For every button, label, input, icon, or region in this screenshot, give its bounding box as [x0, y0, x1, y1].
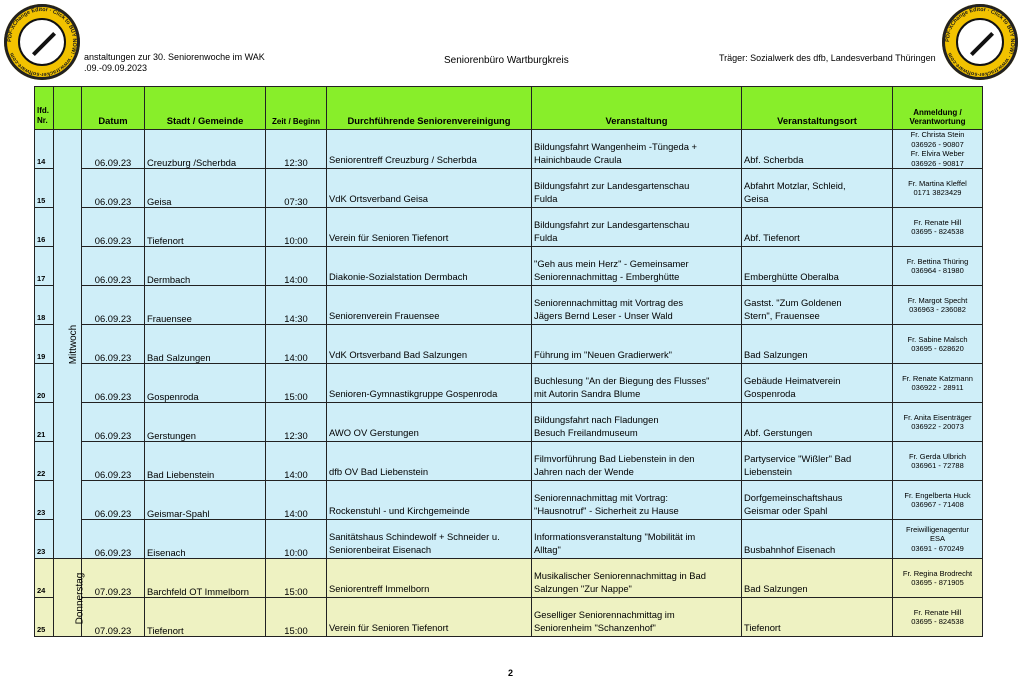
cell-ort-line2: Tiefenort [744, 622, 781, 633]
col-header-anmeldung-line1: Anmeldung / [913, 108, 962, 117]
col-header-zeit: Zeit / Beginn [266, 87, 327, 130]
table-row [35, 364, 983, 403]
cell-ort [742, 598, 893, 637]
cell-anmeldung-line: Fr. Christa Stein [910, 130, 965, 139]
cell-anmeldung-line: Fr. Martina Kleffel [908, 178, 967, 188]
cell-stadt: Geisa [145, 169, 266, 208]
cell-veranstaltung-line1: Informationsveranstaltung "Mobilität im [534, 531, 696, 542]
cell-veranstaltung [532, 130, 742, 169]
cell-veranstaltung-line2: Jahren nach der Wende [534, 466, 634, 477]
cell-anmeldung-line: 036926 - 90817 [911, 158, 964, 168]
cell-ort [742, 130, 893, 169]
cell-anmeldung-line: 036964 - 81980 [911, 266, 964, 275]
cell-ort [742, 520, 893, 559]
cell-anmeldung-line: Fr. Gerda Ulbrich [908, 451, 967, 461]
cell-veranstaltung-line1: Bildungsfahrt nach Fladungen [534, 414, 659, 425]
cell-stadt: Gospenroda [145, 364, 266, 403]
day-label-text: Donnerstag [74, 572, 86, 624]
cell-anmeldung-line: 03691 - 670249 [911, 543, 964, 553]
cell-verein-line1: VdK Ortsverband Bad Salzungen [329, 349, 468, 360]
table-row [35, 286, 983, 325]
table-row [35, 247, 983, 286]
cell-veranstaltung-line2: Salzungen "Zur Nappe" [534, 583, 632, 594]
col-header-veranstaltung: Veranstaltung [532, 87, 742, 130]
cell-ort-line2: Stern", Frauensee [744, 310, 820, 321]
cell-ort [742, 364, 893, 403]
cell-anmeldung [893, 481, 983, 520]
cell-ort-line2: Gospenroda [744, 388, 796, 399]
row-number: 23 [35, 520, 54, 559]
cell-anmeldung [893, 520, 983, 559]
cell-anmeldung-line: Freiwilligenagentur [906, 524, 969, 534]
table-row [35, 403, 983, 442]
cell-veranstaltung-line1: Seniorennachmittag mit Vortrag des [534, 297, 684, 308]
cell-anmeldung-line: Fr. Bettina Thüring [906, 256, 969, 266]
col-header-verein: Durchführende Seniorenvereinigung [327, 87, 532, 130]
cell-verein [327, 481, 532, 520]
cell-anmeldung [893, 364, 983, 403]
svg-text:PDF-XChange Editor · Click to: PDF-XChange Editor · Click to BUY NOW! · www.tracker-software.com [944, 6, 1016, 78]
cell-zeit: 15:00 [266, 598, 327, 637]
cell-anmeldung [893, 169, 983, 208]
col-header-day [54, 87, 82, 130]
table-row [35, 442, 983, 481]
cell-stadt: Frauensee [145, 286, 266, 325]
cell-datum: 06.09.23 [82, 481, 145, 520]
cell-veranstaltung [532, 520, 742, 559]
cell-ort [742, 442, 893, 481]
cell-verein [327, 364, 532, 403]
cell-datum: 06.09.23 [82, 442, 145, 481]
cell-stadt: Barchfeld OT Immelborn [145, 559, 266, 598]
cell-verein-line1: Seniorentreff Immelborn [329, 583, 430, 594]
cell-veranstaltung [532, 364, 742, 403]
cell-ort-line1: Gastst. "Zum Goldenen [744, 297, 842, 308]
row-number: 15 [35, 169, 54, 208]
cell-ort-line2: Geisa [744, 193, 769, 204]
cell-veranstaltung [532, 559, 742, 598]
cell-verein [327, 286, 532, 325]
cell-veranstaltung-line2: Hainichbaude Craula [534, 154, 622, 165]
cell-veranstaltung-line1: Musikalischer Seniorennachmittag in Bad [534, 570, 706, 581]
cell-veranstaltung-line2: Jägers Bernd Leser - Unser Wald [534, 310, 673, 321]
cell-datum: 06.09.23 [82, 247, 145, 286]
cell-anmeldung-line: Fr. Margot Specht [907, 295, 968, 305]
cell-anmeldung-line: 036926 - 90807 [911, 139, 964, 149]
document-header-center: Seniorenbüro Wartburgkreis [444, 55, 569, 66]
cell-veranstaltung [532, 481, 742, 520]
cell-veranstaltung [532, 286, 742, 325]
cell-verein-line2: Seniorenbeirat Eisenach [329, 544, 432, 555]
pdf-xchange-stamp-left[interactable] [4, 4, 80, 80]
cell-zeit: 14:00 [266, 247, 327, 286]
cell-verein [327, 559, 532, 598]
cell-ort [742, 325, 893, 364]
cell-zeit: 14:00 [266, 442, 327, 481]
col-header-datum: Datum [82, 87, 145, 130]
col-header-stadt: Stadt / Gemeinde [145, 87, 266, 130]
cell-veranstaltung-line1: Bildungsfahrt zur Landesgartenschau [534, 219, 690, 230]
cell-zeit: 15:00 [266, 559, 327, 598]
cell-verein-line1: Verein für Senioren Tiefenort [329, 232, 449, 243]
cell-ort [742, 481, 893, 520]
cell-datum: 06.09.23 [82, 520, 145, 559]
cell-veranstaltung-line2: Besuch Freilandmuseum [534, 427, 638, 438]
cell-datum: 07.09.23 [82, 598, 145, 637]
row-number: 22 [35, 442, 54, 481]
cell-stadt: Tiefenort [145, 208, 266, 247]
cell-anmeldung-line: ESA [929, 534, 945, 544]
cell-verein-line1: Verein für Senioren Tiefenort [329, 622, 449, 633]
cell-anmeldung-line: 036967 - 71408 [911, 500, 964, 509]
row-number: 18 [35, 286, 54, 325]
cell-stadt: Eisenach [145, 520, 266, 559]
cell-anmeldung-line: 03695 - 628620 [911, 344, 964, 353]
stamp-center-icon [18, 18, 66, 66]
cell-veranstaltung-line1: Filmvorführung Bad Liebenstein in den [534, 453, 695, 464]
page-number: 2 [508, 668, 514, 678]
cell-stadt: Bad Liebenstein [145, 442, 266, 481]
cell-ort-line1: Dorfgemeinschaftshaus [744, 492, 843, 503]
cell-zeit: 10:00 [266, 208, 327, 247]
cell-ort-line1: Gebäude Heimatverein [744, 375, 841, 386]
cell-verein [327, 442, 532, 481]
table-row [35, 325, 983, 364]
day-label-wednesday [54, 130, 82, 559]
table-row [35, 481, 983, 520]
table-row [35, 520, 983, 559]
cell-ort-line1: Partyservice "Wißler" Bad [744, 453, 852, 464]
cell-anmeldung [893, 442, 983, 481]
cell-veranstaltung-line2: Alltag" [534, 544, 561, 555]
cell-verein-line1: Senioren-Gymnastikgruppe Gospenroda [329, 388, 498, 399]
cell-veranstaltung [532, 598, 742, 637]
cell-ort-line2: Bad Salzungen [744, 583, 808, 594]
cell-veranstaltung-line1: Bildungsfahrt Wangenheim -Tüngeda + [534, 141, 698, 152]
cell-anmeldung [893, 286, 983, 325]
table-row [35, 130, 983, 169]
cell-veranstaltung-line1: "Geh aus mein Herz" - Gemeinsamer [534, 258, 689, 269]
cell-anmeldung-line: Fr. Sabine Malsch [907, 334, 968, 344]
cell-anmeldung [893, 208, 983, 247]
cell-stadt: Geismar-Spahl [145, 481, 266, 520]
row-number: 25 [35, 598, 54, 637]
day-label-text: Mittwoch [68, 324, 80, 365]
cell-veranstaltung-line1: Buchlesung "An der Biegung des Flusses" [534, 375, 710, 386]
row-number: 20 [35, 364, 54, 403]
cell-zeit: 07:30 [266, 169, 327, 208]
cell-stadt: Gerstungen [145, 403, 266, 442]
cell-veranstaltung [532, 325, 742, 364]
stamp-center-icon [956, 18, 1004, 66]
cell-verein [327, 247, 532, 286]
cell-anmeldung-line: 03695 - 871905 [911, 578, 964, 587]
cell-datum: 06.09.23 [82, 208, 145, 247]
cell-stadt: Bad Salzungen [145, 325, 266, 364]
cell-veranstaltung-line2: Fulda [534, 193, 558, 204]
cell-ort [742, 247, 893, 286]
cell-anmeldung [893, 598, 983, 637]
cell-zeit: 10:00 [266, 520, 327, 559]
svg-text:PDF-XChange Editor · Click to: PDF-XChange Editor · Click to BUY NOW! · www.tracker-software.com [6, 6, 78, 78]
cell-verein [327, 520, 532, 559]
cell-anmeldung-line: Fr. Elvira Weber [910, 149, 965, 158]
table-header-row [35, 87, 983, 130]
row-number: 19 [35, 325, 54, 364]
row-number: 17 [35, 247, 54, 286]
cell-verein [327, 130, 532, 169]
cell-zeit: 12:30 [266, 130, 327, 169]
cell-stadt: Dermbach [145, 247, 266, 286]
col-header-nr: lfd. Nr. [35, 87, 54, 130]
cell-anmeldung-line: Fr. Renate Katzmann [902, 373, 973, 383]
cell-verein-line1: Diakonie-Sozialstation Dermbach [329, 271, 468, 282]
cell-ort [742, 169, 893, 208]
cell-datum: 06.09.23 [82, 364, 145, 403]
cell-zeit: 15:00 [266, 364, 327, 403]
cell-zeit: 14:00 [266, 481, 327, 520]
cell-ort-line2: Abf. Scherbda [744, 154, 804, 165]
cell-veranstaltung-line1: Seniorennachmittag mit Vortrag: [534, 492, 668, 503]
row-number: 23 [35, 481, 54, 520]
cell-datum: 07.09.23 [82, 559, 145, 598]
cell-anmeldung-line: 036922 - 28911 [911, 383, 964, 392]
cell-verein-line1: Seniorentreff Creuzburg / Scherbda [329, 154, 477, 165]
table-row [35, 598, 983, 637]
cell-verein-line1: VdK Ortsverband Geisa [329, 193, 429, 204]
cell-ort-line2: Emberghütte Oberalba [744, 271, 839, 282]
cell-ort [742, 208, 893, 247]
cell-datum: 06.09.23 [82, 169, 145, 208]
cell-verein [327, 403, 532, 442]
cell-anmeldung-line: Fr. Renate Hill [913, 217, 962, 227]
cell-anmeldung-line: Fr. Anita Eisenträger [903, 412, 972, 422]
cell-anmeldung [893, 130, 983, 169]
cell-ort-line2: Abf. Tiefenort [744, 232, 800, 243]
cell-anmeldung-line: Fr. Engelberta Huck [904, 490, 971, 500]
row-number: 24 [35, 559, 54, 598]
cell-veranstaltung-line1: Bildungsfahrt zur Landesgartenschau [534, 180, 690, 191]
cell-ort [742, 403, 893, 442]
cell-verein-line1: Rockenstuhl - und Kirchgemeinde [329, 505, 470, 516]
day-label-thursday [54, 559, 86, 637]
document-header-right: Träger: Sozialwerk des dfb, Landesverband Thüringen [719, 53, 936, 63]
table-row [35, 559, 983, 598]
cell-veranstaltung-line2: Seniorennachmittag - Emberghütte [534, 271, 680, 282]
cell-veranstaltung-line1: Geselliger Seniorennachmittag im [534, 609, 675, 620]
cell-veranstaltung [532, 169, 742, 208]
cell-datum: 06.09.23 [82, 325, 145, 364]
document-header-left [84, 52, 265, 74]
cell-anmeldung-line: 036961 - 72788 [911, 461, 964, 470]
cell-datum: 06.09.23 [82, 130, 145, 169]
row-number: 16 [35, 208, 54, 247]
row-number: 21 [35, 403, 54, 442]
cell-ort [742, 559, 893, 598]
cell-verein [327, 208, 532, 247]
cell-datum: 06.09.23 [82, 403, 145, 442]
cell-anmeldung [893, 325, 983, 364]
cell-verein [327, 169, 532, 208]
cell-stadt: Creuzburg /Scherbda [145, 130, 266, 169]
cell-ort [742, 286, 893, 325]
cell-anmeldung-line: 036922 - 20073 [911, 422, 964, 431]
cell-ort-line2: Liebenstein [744, 466, 792, 477]
cell-anmeldung [893, 403, 983, 442]
cell-anmeldung [893, 247, 983, 286]
col-header-ort: Veranstaltungsort [742, 87, 893, 130]
cell-veranstaltung-line2: "Hausnotruf" - Sicherheit zu Hause [534, 505, 679, 516]
cell-veranstaltung-line2: Fulda [534, 232, 558, 243]
cell-anmeldung [893, 559, 983, 598]
cell-anmeldung-line: Fr. Renate Hill [913, 607, 962, 617]
cell-veranstaltung [532, 247, 742, 286]
cell-ort-line2: Bad Salzungen [744, 349, 808, 360]
cell-zeit: 12:30 [266, 403, 327, 442]
cell-anmeldung-line: 036963 - 236082 [909, 305, 966, 314]
table-row [35, 169, 983, 208]
cell-verein [327, 598, 532, 637]
header-left-line2: .09.-09.09.2023 [84, 63, 148, 73]
cell-ort-line2: Geismar oder Spahl [744, 505, 828, 516]
cell-anmeldung-line: Fr. Regina Brodrecht [902, 568, 973, 578]
cell-veranstaltung-line2: Seniorenheim "Schanzenhof" [534, 622, 656, 633]
cell-zeit: 14:30 [266, 286, 327, 325]
cell-verein [327, 325, 532, 364]
cell-veranstaltung-line2: mit Autorin Sandra Blume [534, 388, 641, 399]
row-number: 14 [35, 130, 54, 169]
header-left-line1: anstaltungen zur 30. Seniorenwoche im WAK [84, 52, 265, 62]
cell-anmeldung-line: 0171 3823429 [913, 188, 962, 197]
cell-veranstaltung-line2: Führung im "Neuen Gradierwerk" [534, 349, 672, 360]
cell-veranstaltung [532, 208, 742, 247]
cell-datum: 06.09.23 [82, 286, 145, 325]
col-header-anmeldung [893, 87, 983, 130]
pdf-xchange-stamp-right[interactable] [942, 4, 1018, 80]
cell-anmeldung-line: 03695 - 824538 [911, 617, 964, 626]
table-row [35, 208, 983, 247]
cell-stadt: Tiefenort [145, 598, 266, 637]
col-header-anmeldung-line2: Verantwortung [909, 117, 966, 126]
cell-ort-line2: Abf. Gerstungen [744, 427, 813, 438]
cell-ort-line2: Busbahnhof Eisenach [744, 544, 836, 555]
cell-veranstaltung [532, 403, 742, 442]
cell-verein-line1: Sanitätshaus Schindewolf + Schneider u. [329, 531, 500, 542]
cell-veranstaltung [532, 442, 742, 481]
cell-verein-line1: Seniorenverein Frauensee [329, 310, 440, 321]
events-table [34, 86, 983, 637]
cell-zeit: 14:00 [266, 325, 327, 364]
cell-verein-line1: dfb OV Bad Liebenstein [329, 466, 429, 477]
cell-ort-line1: Abfahrt Motzlar, Schleid, [744, 180, 846, 191]
cell-anmeldung-line: 03695 - 824538 [911, 227, 964, 236]
cell-verein-line1: AWO OV Gerstungen [329, 427, 419, 438]
